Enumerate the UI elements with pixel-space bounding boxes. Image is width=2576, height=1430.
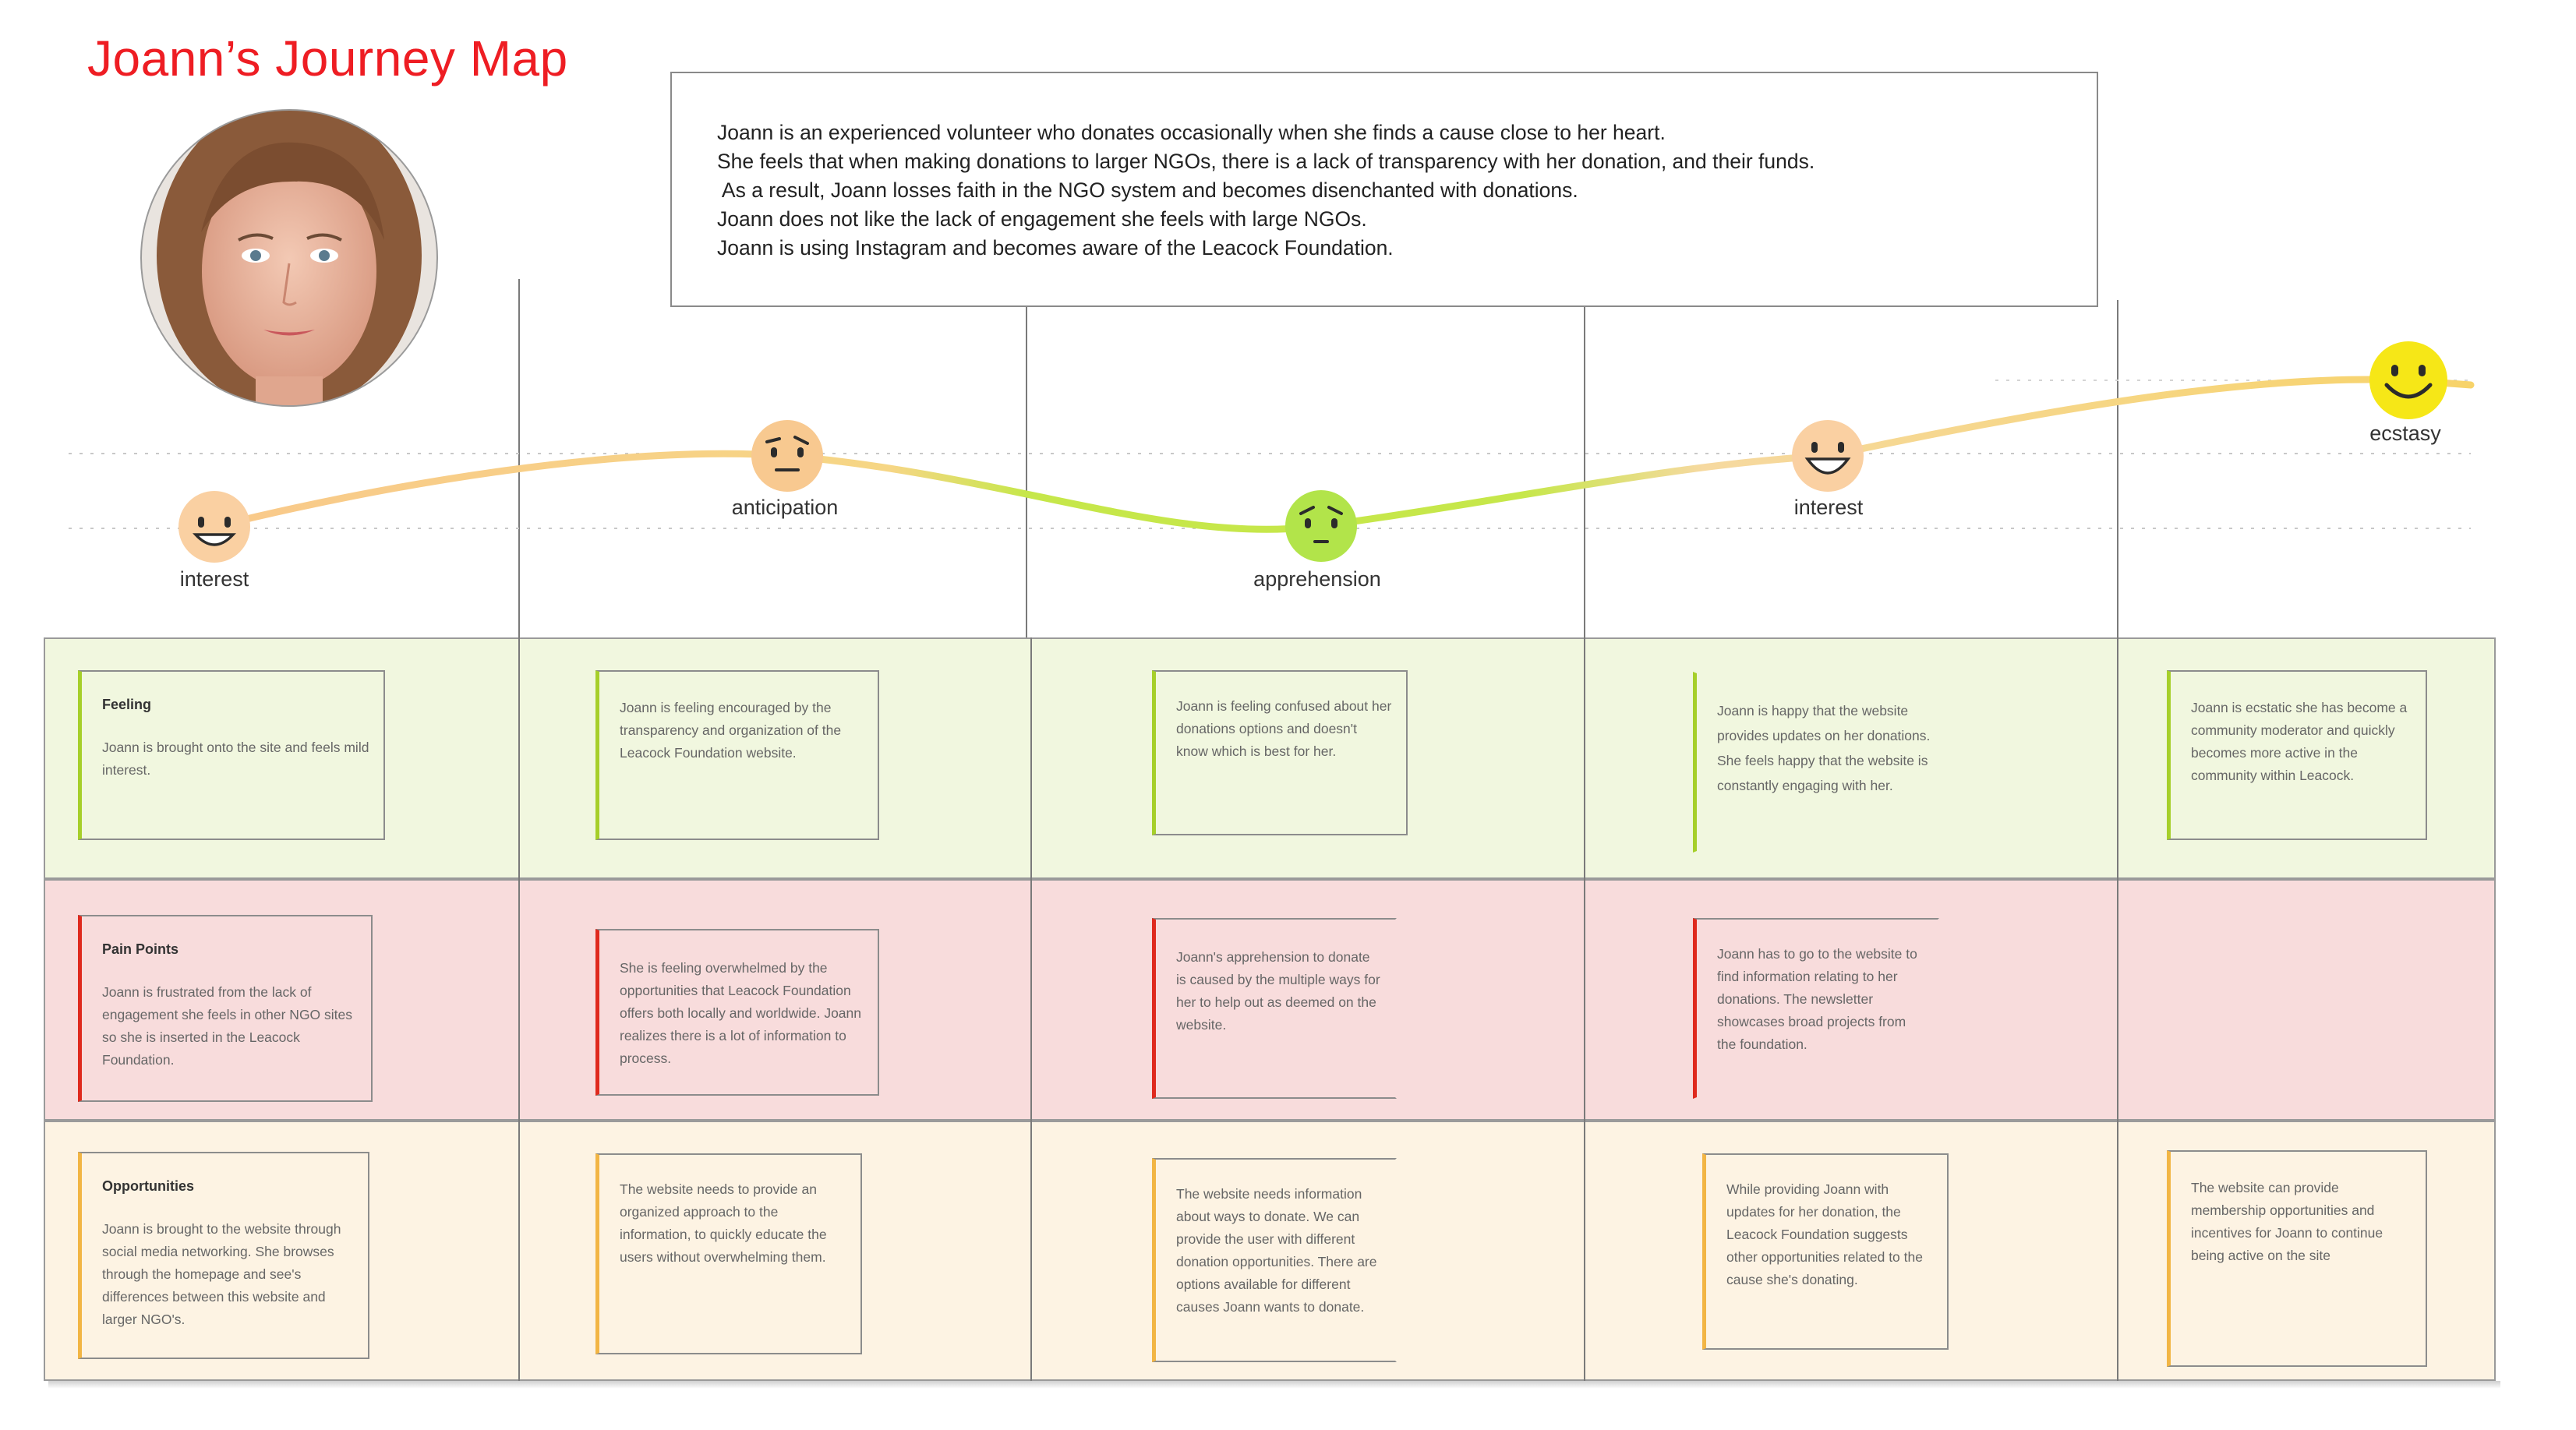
skeptical-face-icon [751, 420, 823, 492]
row-heading: Pain Points [102, 941, 179, 957]
summary-line: Joann is an experienced volunteer who donates occasionally when she finds a cause close to her heart. [717, 121, 1666, 144]
feeling-card [78, 670, 385, 840]
card-text: Joann's apprehension to donate is caused by the multiple ways for her to help out as deemed on the website. [1176, 949, 1380, 1033]
emotion-label: apprehension [1253, 567, 1381, 591]
row-heading: Opportunities [102, 1178, 194, 1194]
big-grin-face-icon [2369, 341, 2447, 419]
feeling-card [2167, 670, 2427, 840]
page-title: Joann’s Journey Map [87, 30, 568, 87]
card-text: The website can provide membership opportunities and incentives for Joann to continue being active on the site [2191, 1180, 2383, 1263]
card-text: The website needs to provide an organized approach to the information, to quickly educate the users without overwhelming them. [620, 1181, 827, 1265]
opportunity-card [1152, 1158, 1397, 1362]
opportunity-card [78, 1152, 369, 1359]
card-text: Joann is happy that the website provides updates on her donations. She feels happy that the website is constantly engaging with her. [1717, 703, 1931, 793]
feeling-card [1693, 672, 1955, 853]
emotion-label: interest [179, 567, 249, 591]
opportunity-card [1702, 1153, 1949, 1350]
card-text: Joann is feeling confused about her donations options and doesn't know which is best for her. [1176, 698, 1392, 759]
worried-face-icon [1285, 490, 1357, 562]
opportunity-card [595, 1153, 862, 1354]
card-text: Joann is brought onto the site and feels mild interest. [102, 740, 369, 778]
feeling-card [595, 670, 879, 840]
stage-divider [1584, 637, 1585, 1381]
summary-line: She feels that when making donations to larger NGOs, there is a lack of transparency with her donation, and their funds. [717, 150, 1815, 173]
summary-line: Joann is using Instagram and becomes aware of the Leacock Foundation. [717, 236, 1394, 260]
emotion-label: interest [1793, 496, 1864, 519]
summary-line: As a result, Joann losses faith in the NGO system and becomes disenchanted with donations. [717, 178, 1578, 202]
pain-point-card [1693, 918, 1939, 1099]
card-text: She is feeling overwhelmed by the opportunities that Leacock Foundation offers both locally and worldwide. Joann realizes there is a lot of information to process. [620, 960, 862, 1066]
pain-point-card [78, 915, 373, 1102]
row-heading: Feeling [102, 697, 152, 712]
stage-divider [2117, 637, 2118, 1381]
pain-point-card [1152, 918, 1397, 1099]
card-text: Joann is frustrated from the lack of engagement she feels in other NGO sites so she is inserted in the Leacock Foundation. [102, 984, 353, 1068]
emotion-label: anticipation [731, 496, 839, 519]
summary-line: Joann does not like the lack of engagement she feels with large NGOs. [717, 207, 1367, 231]
smile-face-icon [178, 491, 250, 563]
feeling-card [1152, 670, 1408, 835]
card-text: Joann is brought to the website through social media networking. She browses through the homepage and see's differences between this website and larger NGO's. [102, 1221, 341, 1327]
pain-point-card [595, 929, 879, 1096]
row-shadow [48, 1381, 2500, 1389]
card-text: Joann is feeling encouraged by the transparency and organization of the Leacock Foundation website. [620, 700, 842, 761]
card-text: Joann is ecstatic she has become a community moderator and quickly becomes more active in the community within Leacock. [2191, 700, 2408, 783]
card-text: The website needs information about ways to donate. We can provide the user with different donation opportunities. There are options available for different causes Joann wants to donate. [1176, 1186, 1377, 1315]
stage-divider [1030, 637, 1032, 1381]
opportunity-card [2167, 1150, 2427, 1367]
emotion-label: ecstasy [2369, 422, 2441, 445]
stage-divider [518, 637, 520, 1381]
card-text: Joann has to go to the website to find information relating to her donations. The newsletter showcases broad projects from the foundation. [1717, 946, 1917, 1052]
emotion-curve-chart [0, 0, 2576, 623]
card-text: While providing Joann with updates for her donation, the Leacock Foundation suggests other opportunities related to the cause she's donating. [1726, 1181, 1923, 1287]
grin-face-icon [1792, 420, 1864, 492]
